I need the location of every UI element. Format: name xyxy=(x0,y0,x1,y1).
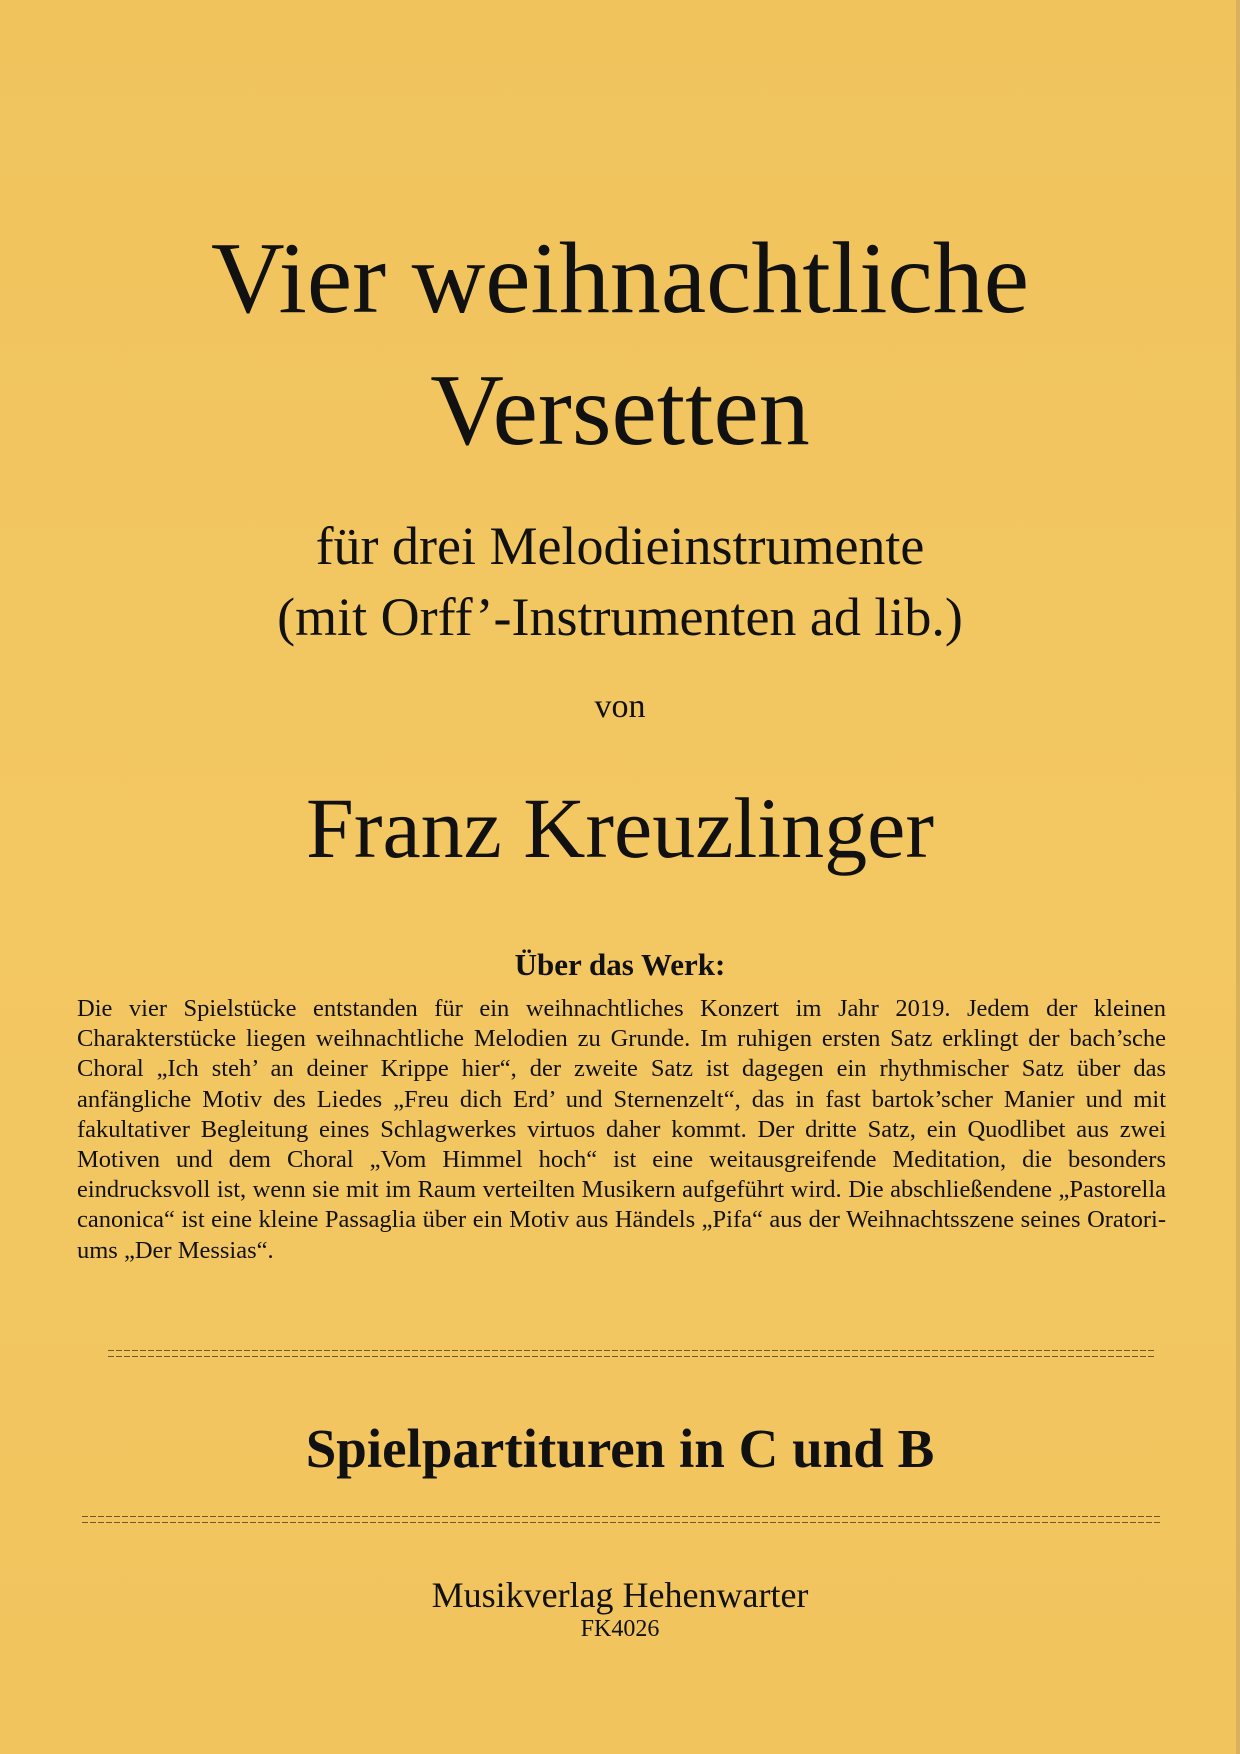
title-line-2: Versetten xyxy=(430,354,810,467)
title-line-1: Vier weihnachtliche xyxy=(211,222,1029,335)
about-text: Die vier Spielstücke entstanden für ein weihnachtliches Konzert im Jahr 2019. Jedem der kleinen Charakterstücke liegen weihnachtliche Melodien zu Grunde. Im ruhigen ersten Satz erklingt der bach’sche Choral „Ich steh’ an deiner Krippe hier“, der zweite Satz ist dagegen ein rhythmischer Satz über das anfängliche Motiv des Liedes „Freu dich Erd’ und Sternenzelt“, das in fast bartok’scher Manier und mit fakultativer Begleitung eines Schlagwerkes virtuos daher kommt. Der dritte Satz, ein Quodlibet aus zwei Motiven und dem Choral „Vom Himmel hoch“ ist eine weitausgreifende Meditation, die besonders eindrucksvoll ist, wenn sie mit im Raum verteilten Musikern aufgeführt wird. Die abschließendene „Pastorella canonica“ ist eine kleine Passaglia über ein Motiv aus Händels „Pifa“ aus der Weihnachtsszene seines Oratoriums „Der Messias“. xyxy=(77,995,1166,1264)
subtitle-line-1: für drei Melodieinstrumente xyxy=(315,516,925,576)
catalog-number: FK4026 xyxy=(580,1616,660,1642)
double-rule-divider xyxy=(82,1516,1162,1523)
subtitle-line-2: (mit Orff’-Instrumenten ad lib.) xyxy=(277,587,963,647)
by-label: von xyxy=(594,688,646,725)
about-heading: Über das Werk: xyxy=(514,947,726,982)
publisher-name: Musikverlag Hehenwarter xyxy=(431,1575,809,1615)
edition-heading: Spielpartituren in C und B xyxy=(305,1418,935,1479)
double-rule-divider xyxy=(108,1350,1156,1357)
composer-name: Franz Kreuzlinger xyxy=(306,780,934,876)
